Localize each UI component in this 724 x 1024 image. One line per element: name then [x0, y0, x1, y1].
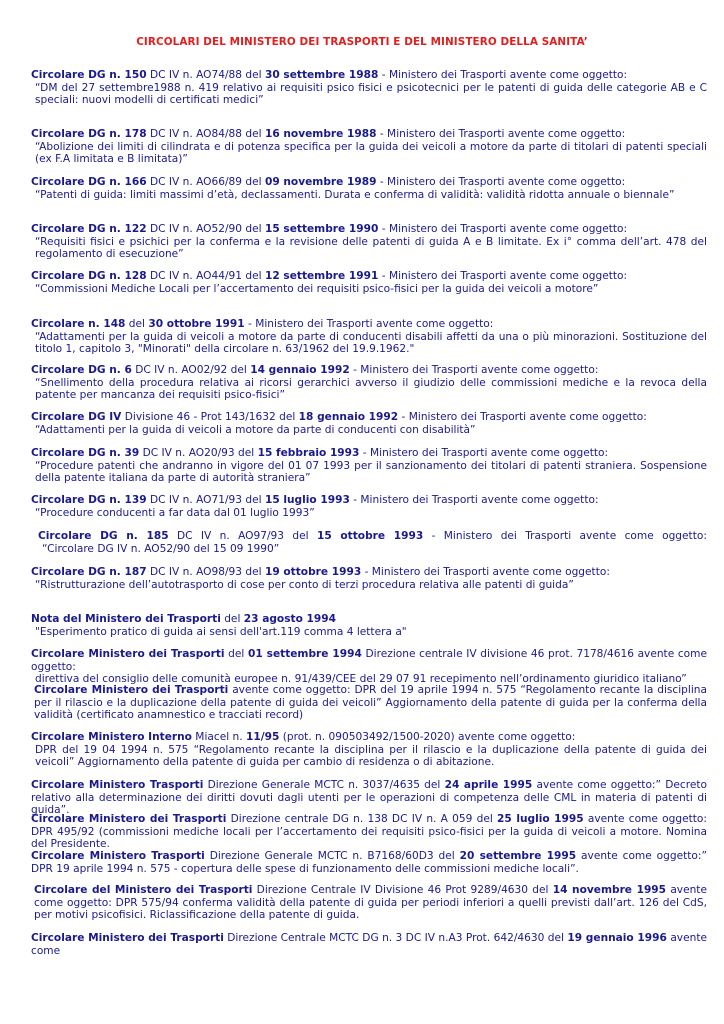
entry-object: “Adattamenti per la guida di veicoli a motore da parte di conducenti con disabilità”	[35, 423, 476, 436]
entry-rest: avente come oggetto: DPR 495/92 (commissioni mediche locali per l’accertamento dei requisiti psico-fisici per la guida di veicoli a motore. Nomina del Presidente.	[31, 813, 707, 851]
entry-mid: DC IV n. AO74/88 del	[146, 69, 265, 81]
entry-label: Circolare DG n. 128	[31, 270, 147, 282]
entry-date: 20 settembre 1995	[459, 850, 577, 862]
entry-rest: - Ministero dei Trasporti avente come oggetto:	[378, 270, 628, 282]
entry-date: 30 settembre 1988	[264, 69, 379, 81]
entry-label: Circolare n. 148	[31, 318, 126, 330]
list-item	[31, 648, 707, 686]
entry-rest: - Ministero dei Trasporti avente come oggetto:	[359, 447, 609, 459]
list-item	[31, 128, 707, 166]
entry-label: Circolare del Ministero dei Trasporti	[34, 884, 253, 896]
entry-date: 30 ottobre 1991	[148, 318, 245, 330]
list-item	[31, 411, 707, 436]
entry-object: “Snellimento della procedura relativa ai ricorsi gerarchici avverso il giudizio delle commissioni mediche e la revoca della patente per mancanza dei requisiti psico-fisici”	[35, 376, 707, 402]
entry-date: 12 settembre 1991	[264, 270, 379, 282]
entry-label: Circolare DG n. 150	[31, 69, 147, 81]
entry-label: Circolare Ministero Trasporti	[31, 779, 204, 791]
list-item	[31, 447, 707, 485]
entry-rest: - Ministero dei Trasporti avente come oggetto:	[349, 494, 599, 506]
entry-date: 25 luglio 1995	[497, 813, 584, 825]
entry-rest: Direzione centrale IV divisione 46 prot. 7178/4616 avente come oggetto:	[31, 648, 707, 673]
list-item	[38, 530, 707, 555]
entry-label: Circolare DG n. 39	[31, 447, 140, 459]
entry-mid: del	[224, 648, 248, 660]
entry-object: “Adattamenti per la guida di veicoli a motore da parte di conducenti disabili affetti da una o più minorazioni. Sostituzione del titolo 1, capitolo 3, "Minorati" della circolare n. 63/1962 del 19.9.1962."	[35, 330, 707, 356]
list-item	[31, 318, 707, 356]
entry-mid: Divisione 46 - Prot 143/1632 del	[121, 411, 299, 423]
entry-mid: DC IV n. AO71/93 del	[146, 494, 265, 506]
list-item	[34, 884, 707, 922]
list-item	[34, 684, 707, 722]
entry-date: 09 novembre 1989	[264, 176, 377, 188]
list-item	[31, 566, 707, 591]
entry-rest: - Ministero dei Trasporti avente come oggetto:	[398, 411, 647, 423]
entry-mid: DC IV n. AO44/91 del	[146, 270, 265, 282]
entry-object: “Ristrutturazione dell’autotrasporto di cose per conto di terzi procedura relativa alle patenti di guida”	[35, 578, 574, 591]
list-item	[31, 364, 707, 402]
entry-label: Circolare DG IV	[31, 411, 122, 423]
entry-object: “Commissioni Mediche Locali per l’accertamento dei requisiti psico-fisici per la guida dei veicoli a motore”	[35, 282, 599, 295]
entry-label: Circolare DG n. 185	[38, 530, 169, 542]
entry-object: “Requisiti fisici e psichici per la conferma e la revisione delle patenti di guida A e B limitate. Ex i° comma dell’art. 478 del regolamento di esecuzione”	[35, 235, 707, 261]
entry-label: Circolare DG n. 139	[31, 494, 147, 506]
entry-date: 11/95	[245, 731, 280, 743]
entry-label: Circolare Ministero Interno	[31, 731, 192, 743]
list-item	[31, 176, 707, 201]
list-item	[31, 69, 707, 107]
list-item	[31, 850, 707, 875]
entry-mid: del	[220, 613, 244, 625]
entry-label: Circolare Ministero dei Trasporti	[31, 813, 227, 825]
entry-date: 15 febbraio 1993	[257, 447, 360, 459]
entry-rest: - Ministero dei Trasporti avente come oggetto:	[378, 223, 628, 235]
entry-object: “DM del 27 settembre1988 n. 419 relativo ai requisiti psico fisici e psicotecnici per le patenti di guida delle categorie AB e C speciali: nuovi modelli di certificati medici”	[35, 81, 707, 107]
entry-object: “Circolare DG IV n. AO52/90 del 15 09 1990”	[42, 542, 280, 555]
entry-mid: Direzione Centrale IV Divisione 46 Prot 9289/4630 del	[252, 884, 553, 896]
entry-date: 18 gennaio 1992	[298, 411, 399, 423]
entry-rest: - Ministero dei Trasporti avente come oggetto:	[349, 364, 599, 376]
entry-date: 14 gennaio 1992	[250, 364, 350, 376]
entry-rest: - Ministero dei Trasporti avente come oggetto:	[361, 566, 610, 578]
entry-mid: DC IV n. AO20/93 del	[139, 447, 258, 459]
entry-rest: (prot. n. 090503492/1500-2020) avente come oggetto:	[279, 731, 576, 743]
entry-mid: Miacel n.	[191, 731, 246, 743]
entry-date: 19 ottobre 1993	[264, 566, 362, 578]
entry-object: DPR del 19 04 1994 n. 575 “Regolamento recante la disciplina per il rilascio e la duplicazione della patente di guida dei veicoli” Aggiornamento della patente di guida per cambio di residenza o di abitazione.	[35, 743, 707, 769]
entry-date: 24 aprile 1995	[444, 779, 533, 791]
entry-date: 16 novembre 1988	[264, 128, 377, 140]
entry-label: Circolare DG n. 6	[31, 364, 132, 376]
entry-object: “Abolizione dei limiti di cilindrata e di potenza specifica per la guida dei veicoli a motore da parte di titolari di patenti speciali (ex F.A limitata e B limitata)”	[35, 140, 707, 166]
list-item	[31, 223, 707, 261]
entry-mid: DC IV n. AO52/90 del	[146, 223, 265, 235]
entry-mid: Direzione Centrale MCTC DG n. 3 DC IV n.A3 Prot. 642/4630 del	[223, 932, 568, 944]
entry-date: 15 settembre 1990	[264, 223, 379, 235]
entry-label: Nota del Ministero dei Trasporti	[31, 613, 221, 625]
entry-label: Circolare DG n. 122	[31, 223, 147, 235]
entry-date: 15 ottobre 1993	[316, 530, 424, 542]
entry-date: 15 luglio 1993	[264, 494, 350, 506]
entry-object: “Patenti di guida: limiti massimi d’età, declassamenti. Durata e conferma di validità: validità ridotta annuale o biennale”	[35, 188, 675, 201]
entry-mid: DC IV n. AO97/93 del	[168, 530, 317, 542]
list-item	[31, 813, 707, 851]
entry-date: 01 settembre 1994	[247, 648, 362, 660]
entry-mid: DC IV n. AO84/88 del	[146, 128, 265, 140]
entry-rest: avente come	[31, 932, 707, 957]
entry-label: Circolare DG n. 187	[31, 566, 147, 578]
entry-label: Circolare DG n. 178	[31, 128, 147, 140]
entry-label: Circolare DG n. 166	[31, 176, 147, 188]
entry-rest: - Ministero dei Trasporti avente come oggetto:	[376, 128, 626, 140]
entry-rest: avente come oggetto:” Decreto relativo alla determinazione dei diritti dovuti dagli utenti per le operazioni di competenza delle CML in materia di patenti di guida”.	[31, 779, 707, 817]
list-item	[31, 494, 707, 519]
entry-rest: avente come oggetto: DPR 575/94 conferma validità della patente di guida per periodi inferiori a quelli previsti dall’art. 126 del CdS, per motivi psicofisici. Riclassificazione della patente di guida.	[34, 884, 707, 922]
list-item	[31, 932, 707, 957]
entry-mid: del	[125, 318, 149, 330]
entry-label: Circolare Ministero Trasporti	[31, 850, 205, 862]
entry-object: direttiva del consiglio delle comunità europee n. 91/439/CEE del 29 07 91 recepimento nell’ordinamento giuridico italiano”	[35, 673, 687, 686]
entry-date: 19 gennaio 1996	[567, 932, 667, 944]
entry-label: Circolare Ministero dei Trasporti	[31, 648, 225, 660]
entry-label: Circolare Ministero dei Trasporti	[34, 684, 229, 696]
entry-mid: DC IV n. AO66/89 del	[146, 176, 265, 188]
entry-rest: avente come oggetto:” DPR 19 aprile 1994 n. 575 - copertura delle spese di funzionamento delle commissioni mediche locali”.	[31, 850, 707, 875]
entry-rest: - Ministero dei Trasporti avente come oggetto:	[376, 176, 626, 188]
entry-date: 14 novembre 1995	[552, 884, 667, 896]
entry-mid: Direzione centrale DG n. 138 DC IV n. A 059 del	[226, 813, 498, 825]
entry-mid: DC IV n. AO98/93 del	[146, 566, 265, 578]
entry-mid: DC IV n. AO02/92 del	[131, 364, 251, 376]
entry-object: “Procedure conducenti a far data dal 01 luglio 1993”	[35, 506, 315, 519]
entry-rest: - Ministero dei Trasporti avente come oggetto:	[244, 318, 494, 330]
entry-rest: - Ministero dei Trasporti avente come oggetto:	[423, 530, 707, 542]
list-item	[31, 613, 707, 638]
entry-mid: Direzione Generale MCTC n. 3037/4635 del	[203, 779, 445, 791]
entry-object: "Esperimento pratico di guida ai sensi dell'art.119 comma 4 lettera a"	[35, 625, 407, 638]
entry-label: Circolare Ministero dei Trasporti	[31, 932, 224, 944]
page-title: CIRCOLARI DEL MINISTERO DEI TRASPORTI E DEL MINISTERO DELLA SANITA’	[136, 36, 588, 48]
entry-mid: Direzione Generale MCTC n. B7168/60D3 del	[204, 850, 460, 862]
entry-mid: avente come oggetto: DPR del 19 aprile 1994 n. 575 “Regolamento recante la disciplina per il rilascio e la duplicazione della patente di guida dei veicoli” Aggiornamento della patente di guida per la conferma della validità (certificato anamnestico e tracciati record)	[34, 684, 707, 722]
entry-date: 23 agosto 1994	[243, 613, 337, 625]
list-item	[31, 779, 707, 817]
entry-object: “Procedure patenti che andranno in vigore del 01 07 1993 per il sanzionamento dei titolari di patenti straniera. Sospensione della patente italiana da parte di autorità straniera”	[35, 459, 707, 485]
list-item	[31, 270, 707, 295]
entry-rest: - Ministero dei Trasporti avente come oggetto:	[378, 69, 628, 81]
list-item	[31, 731, 707, 769]
